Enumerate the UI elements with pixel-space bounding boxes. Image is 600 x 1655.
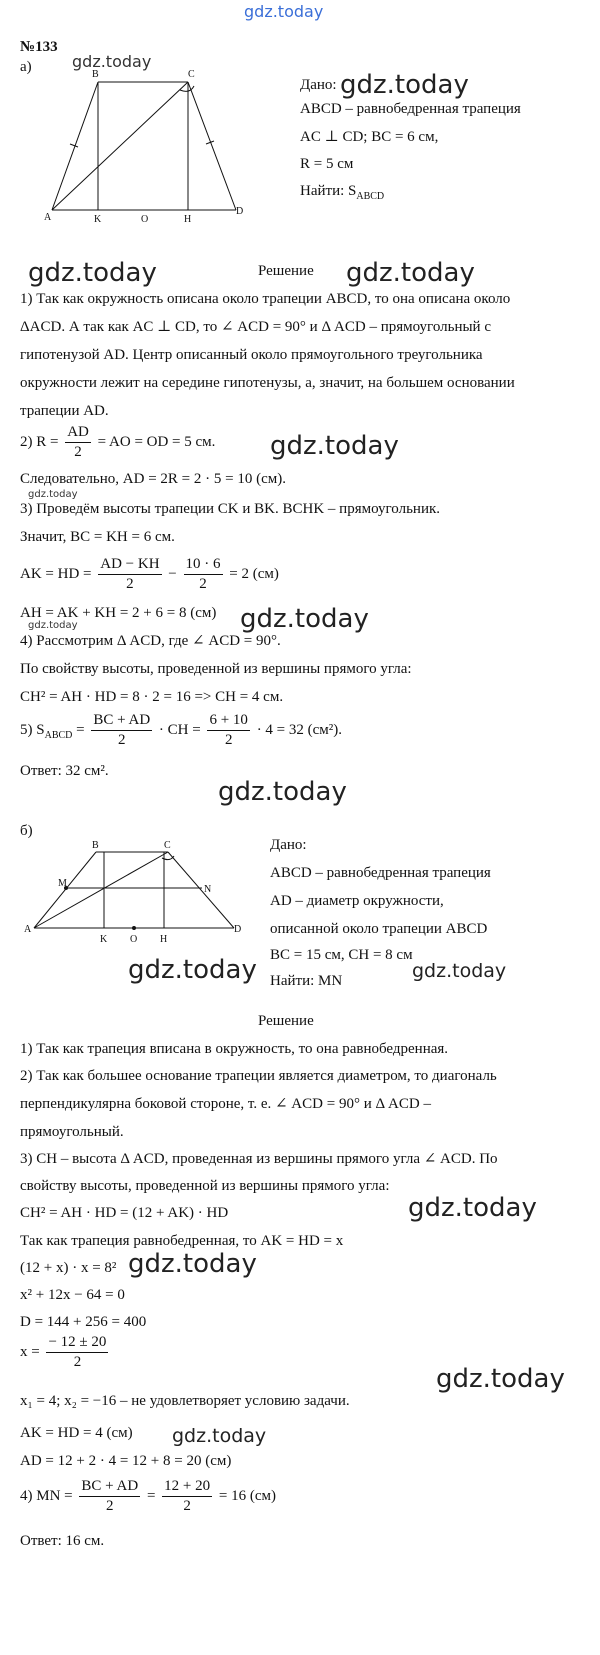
watermark: gdz.today: [172, 1425, 267, 1447]
label-m: M: [58, 878, 67, 889]
label-c: C: [188, 69, 195, 80]
solution-line: 1) Так как трапеция вписана в окружность, то она равнобедренная.: [20, 1041, 449, 1057]
side-cd: [168, 852, 234, 928]
find-line: Найти: $S_{ABCD}$: [300, 183, 385, 202]
label-k: K: [100, 934, 108, 945]
watermark: gdz.today: [72, 52, 152, 71]
watermark: gdz.today: [240, 604, 369, 634]
formula-x: x = $\frac{- 12 \pm 20}{2}$: [20, 1334, 107, 1370]
solution-line: Следовательно, AD = 2R = 2 · 5 = 10 (см).: [20, 471, 286, 487]
side-ab: [34, 852, 96, 928]
label-h: H: [160, 934, 168, 945]
watermark: gdz.today: [28, 489, 78, 500]
solution-title: Решение: [258, 1013, 314, 1029]
watermark: gdz.today: [340, 70, 469, 100]
solution-line: AH = AK + KH = 2 + 6 = 8 (см): [20, 605, 217, 621]
right-angle-mark: [180, 86, 194, 91]
given-line: AD – диаметр окружности,: [270, 893, 444, 909]
label-b: B: [92, 840, 99, 851]
solution-line: AK = HD = 4 (см): [20, 1425, 133, 1441]
formula-mn: 4) MN = $\frac{BC + AD}{2}$ = $\frac{12 + 20}{2}$ = 16 (см): [20, 1478, 276, 1514]
label-k: K: [94, 214, 102, 224]
part-a-label: а): [20, 59, 32, 75]
solution-line: прямоугольный.: [20, 1124, 124, 1140]
diagonal-ac: [34, 852, 168, 928]
label-d: D: [234, 924, 242, 935]
label-c: C: [164, 840, 171, 851]
solution-line: 3) Проведём высоты трапеции CK и BK. BCHK – прямоугольник.: [20, 501, 441, 517]
label-o: O: [130, 934, 138, 945]
solution-line: 4) Рассмотрим Δ ACD, где ∠ ACD = 90°.: [20, 633, 281, 649]
trapezoid-diagram-b: [24, 838, 254, 948]
solution-line: свойству высоты, проведенной из вершины прямого угла:: [20, 1178, 390, 1194]
solution-line: 1) Так как окружность описана около трапеции ABCD, то она описана около: [20, 291, 511, 307]
label-o: O: [141, 214, 149, 224]
answer-a: Ответ: 32 см².: [20, 763, 109, 779]
watermark: gdz.today: [128, 955, 257, 985]
tick-mark: [70, 144, 78, 147]
point-o: [132, 926, 136, 930]
watermark-top: gdz.today: [244, 2, 324, 21]
label-a: A: [44, 212, 52, 223]
given-line: R = 5 см: [300, 156, 354, 172]
answer-b: Ответ: 16 см.: [20, 1533, 105, 1549]
solution-line: CH² = AH · HD = (12 + AK) · HD: [20, 1205, 229, 1221]
formula-r: 2) R = $\frac{AD}{2}$ = AO = OD = 5 см.: [20, 424, 216, 460]
solution-line: D = 144 + 256 = 400: [20, 1314, 147, 1330]
solution-line: (12 + x) · x = 8²: [20, 1260, 117, 1276]
find-line: Найти: MN: [270, 973, 343, 989]
watermark: gdz.today: [412, 960, 507, 982]
diagonal-ac: [52, 82, 188, 210]
given-line: описанной около трапеции ABCD: [270, 921, 488, 937]
solution-line: трапеции AD.: [20, 403, 109, 419]
watermark: gdz.today: [346, 258, 475, 288]
given-title: Дано:: [270, 837, 307, 853]
solution-line: 3) CH – высота Δ ACD, проведенная из вершины прямого угла ∠ ACD. По: [20, 1151, 498, 1167]
watermark: gdz.today: [128, 1249, 257, 1279]
formula-area: 5) $S_{ABCD}$ = $\frac{BC + AD}{2}$ · CH = $\frac{6 + 10}{2}$ · 4 = 32 (см²).: [20, 712, 343, 748]
solution-line: CH² = AH · HD = 8 · 2 = 16 => CH = 4 см.: [20, 689, 284, 705]
solution-line: По свойству высоты, проведенной из вершины прямого угла:: [20, 661, 412, 677]
watermark: gdz.today: [408, 1193, 537, 1223]
solution-line: 2) Так как большее основание трапеции является диаметром, то диагональ: [20, 1068, 497, 1084]
solution-line: гипотенузой AD. Центр описанный около прямоугольного треугольника: [20, 347, 483, 363]
given-line: BC = 15 см, CH = 8 см: [270, 947, 413, 963]
solution-line: перпендикулярна боковой стороне, т. е. ∠ ACD = 90° и Δ ACD –: [20, 1096, 431, 1112]
solution-line: ΔACD. А так как AC ⊥ CD, то ∠ ACD = 90° и Δ ACD – прямоугольный с: [20, 319, 491, 335]
solution-title: Решение: [258, 263, 314, 279]
solution-line: x² + 12x − 64 = 0: [20, 1287, 125, 1303]
label-b: B: [92, 69, 99, 80]
solution-line: Значит, BC = KH = 6 см.: [20, 529, 175, 545]
solution-line: AD = 12 + 2 · 4 = 12 + 8 = 20 (см): [20, 1453, 232, 1469]
label-d: D: [236, 206, 244, 217]
given-line: ABCD – равнобедренная трапеция: [300, 101, 521, 117]
trapezoid-diagram-a: [40, 64, 260, 224]
watermark: gdz.today: [28, 258, 157, 288]
solution-line: x₁ = 4; x₂ = −16 – не удовлетворяет условию задачи.: [20, 1393, 350, 1409]
watermark: gdz.today: [436, 1364, 565, 1394]
solution-line: окружности лежит на середине гипотенузы, а, значит, на большем основании: [20, 375, 515, 391]
formula-ak: AK = HD = $\frac{AD - KH}{2}$ − $\frac{10 \cdot 6}{2}$ = 2 (см): [20, 556, 279, 592]
label-h: H: [184, 214, 192, 224]
watermark: gdz.today: [28, 620, 78, 631]
given-line: AC ⊥ CD; BC = 6 см,: [300, 129, 439, 145]
solution-line: Так как трапеция равнобедренная, то AK = HD = x: [20, 1233, 344, 1249]
problem-number: №133: [20, 39, 58, 55]
given-line: ABCD – равнобедренная трапеция: [270, 865, 491, 881]
label-n: N: [204, 884, 212, 895]
given-title: Дано:: [300, 77, 337, 93]
watermark: gdz.today: [218, 777, 347, 807]
watermark: gdz.today: [270, 431, 399, 461]
label-a: A: [24, 924, 32, 935]
side-cd: [188, 82, 236, 210]
part-b-label: б): [20, 823, 33, 839]
